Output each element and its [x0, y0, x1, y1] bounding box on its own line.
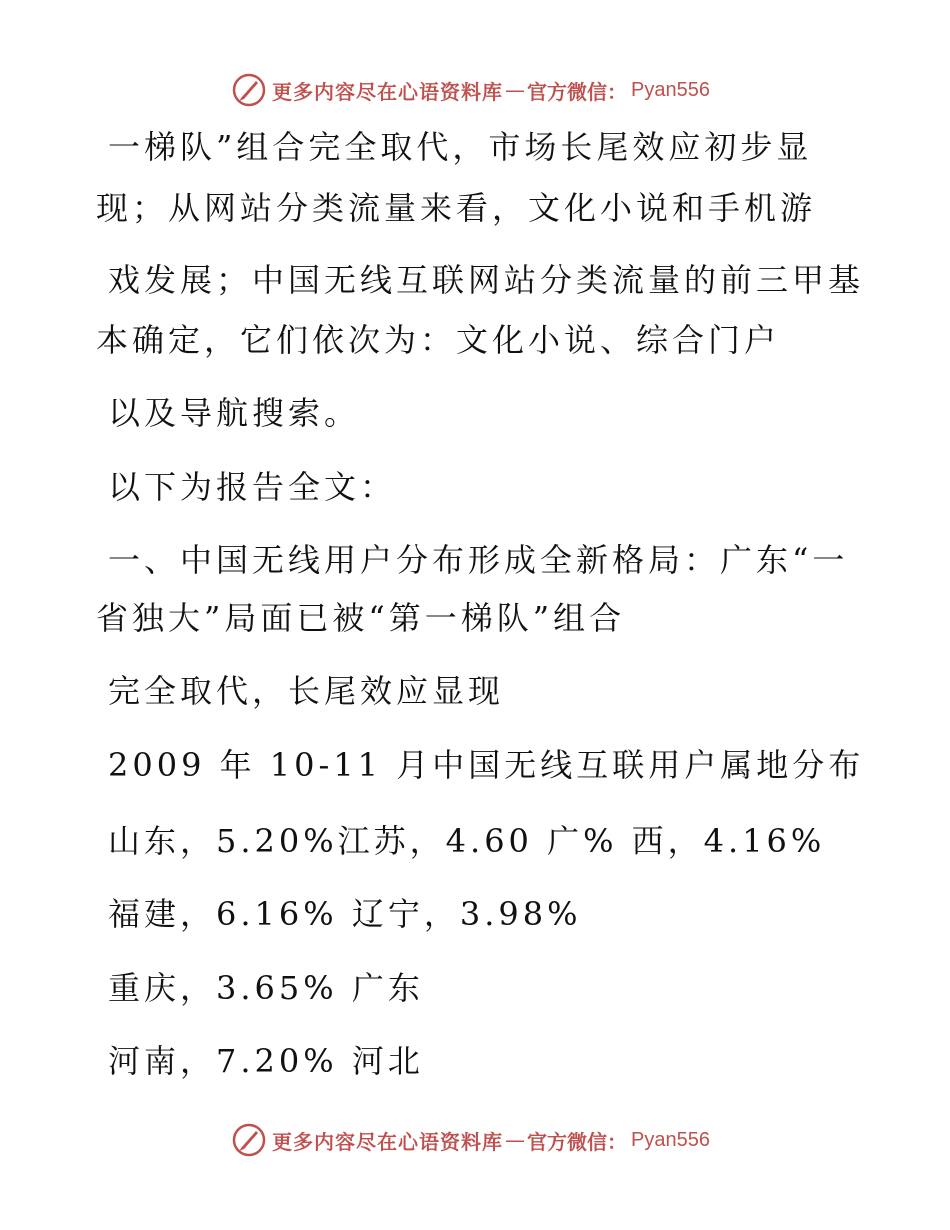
text-line-4: 本确定，它们依次为：文化小说、综合门户 [96, 321, 781, 359]
text-line-14: 河南，7.20% 河北 [108, 1042, 424, 1080]
quill-logo-icon [232, 73, 266, 107]
banner-wechat-label: 官方微信： [527, 79, 627, 104]
banner-wechat-label: 官方微信： [527, 1129, 627, 1154]
text-line-2: 现；从网站分类流量来看，文化小说和手机游 [96, 189, 817, 227]
footer-banner [232, 1120, 712, 1160]
text-line-1: 一梯队”组合完全取代，市场长尾效应初步显 [108, 128, 813, 166]
text-line-13: 重庆，3.65% 广东 [108, 969, 424, 1007]
text-line-8: 省独大”局面已被“第一梯队”组合 [96, 599, 626, 637]
banner-dash: — [505, 78, 525, 102]
text-line-12: 福建，6.16% 辽宁，3.98% [108, 895, 582, 933]
text-line-11: 山东，5.20%江苏，4.60 广% 西，4.16% [108, 822, 826, 860]
header-banner [232, 70, 712, 110]
text-line-6: 以下为报告全文： [108, 468, 397, 506]
quill-logo-icon [232, 1123, 266, 1157]
banner-wechat-id: Pyan556 [631, 1128, 710, 1151]
text-line-9: 完全取代，长尾效应显现 [108, 672, 505, 710]
banner-title: 更多内容尽在心语资料库 [272, 79, 503, 104]
banner-wechat-id: Pyan556 [631, 78, 710, 101]
text-line-5: 以及导航搜索。 [108, 394, 361, 432]
banner-title: 更多内容尽在心语资料库 [272, 1129, 503, 1154]
text-line-3: 戏发展；中国无线互联网站分类流量的前三甲基 [108, 261, 865, 299]
text-line-10: 2009 年 10-11 月中国无线互联用户属地分布 [108, 746, 865, 784]
banner-dash: — [505, 1128, 525, 1152]
text-line-7: 一、中国无线用户分布形成全新格局：广东“一 [108, 541, 849, 579]
